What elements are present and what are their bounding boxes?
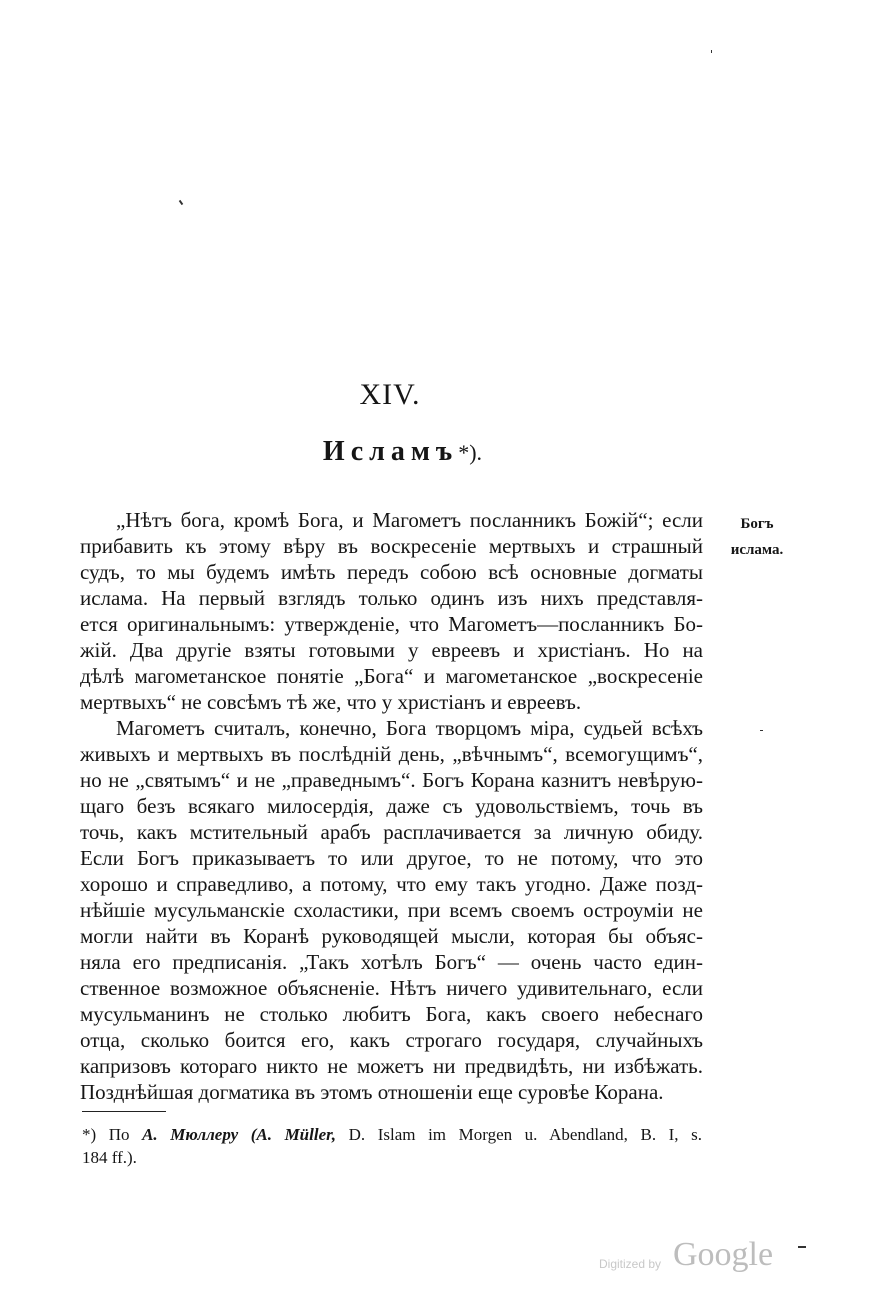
text-line: мертвыхъ“ не совсѣмъ тѣ же, что у христіанъ и евреевъ. bbox=[80, 690, 582, 714]
google-logo: Google bbox=[673, 1236, 774, 1273]
digitized-watermark bbox=[599, 1236, 799, 1276]
text-line: точь, какъ мстительный арабъ расплачивается за личную обиду. bbox=[80, 820, 703, 844]
footnote-source: D. Islam im Morgen u. Abendland, B. I, s. bbox=[336, 1125, 702, 1144]
text-line: судъ, то мы будемъ имѣть передъ собою всѣ основные догматы bbox=[80, 560, 703, 584]
footnote-divider bbox=[82, 1111, 166, 1112]
paragraph bbox=[80, 715, 703, 1105]
footnote-line: 184 ff.). bbox=[82, 1148, 137, 1167]
text-line: ислама. На первый взглядъ только одинъ изъ нихъ представля- bbox=[80, 586, 703, 610]
text-line: но не „святымъ“ и не „праведнымъ“. Богъ Корана казнитъ невѣрую- bbox=[80, 768, 703, 792]
watermark-small-text: Digitized by bbox=[599, 1257, 662, 1271]
margin-note bbox=[722, 511, 792, 563]
text-line: ственное возможное объясненіе. Нѣтъ ничего удивительнаго, если bbox=[80, 976, 703, 1000]
paragraph bbox=[80, 507, 703, 715]
text-line: няла его предписанія. „Такъ хотѣлъ Богъ“ — очень часто един- bbox=[80, 950, 703, 974]
text-line: ется оригинальнымъ: утвержденіе, что Магометъ—посланникъ Бо- bbox=[80, 612, 703, 636]
text-line: дѣлѣ магометанское понятіе „Бога“ и магометанское „воскресеніе bbox=[80, 664, 703, 688]
text-line: хорошо и справедливо, а потому, что ему такъ угодно. Даже позд- bbox=[80, 872, 703, 896]
footnote-line bbox=[82, 1123, 702, 1146]
text-line: отца, сколько боится его, какъ строгаго государя, случайныхъ bbox=[80, 1028, 703, 1052]
text-line: живыхъ и мертвыхъ въ послѣдній день, „вѣчнымъ“, всемогущимъ“, bbox=[80, 742, 703, 766]
text-line: капризовъ котораго никто не можетъ ни предвидѣть, ни избѣжать. bbox=[80, 1054, 703, 1078]
print-speck bbox=[760, 730, 763, 731]
footnote bbox=[82, 1123, 702, 1169]
text-line: Позднѣйшая догматика въ этомъ отношеніи еще суровѣе Корана. bbox=[80, 1080, 664, 1104]
text-line: могли найти въ Коранѣ руководящей мысли, которая бы объяс- bbox=[80, 924, 703, 948]
text-line: нѣйшіе мусульманскіе схоластики, при всемъ своемъ остроуміи не bbox=[80, 898, 703, 922]
text-line: жій. Два другіе взяты готовыми у евреевъ и христіанъ. Но на bbox=[80, 638, 703, 662]
chapter-title bbox=[0, 436, 805, 468]
text-line: Магометъ считалъ, конечно, Бога творцомъ міра, судьей всѣхъ bbox=[116, 716, 703, 740]
footnote-author: А. Мюллеру (А. Müller, bbox=[142, 1125, 337, 1144]
margin-note-line: ислама. bbox=[730, 542, 784, 558]
text-line: прибавить къ этому вѣру въ воскресеніе мертвыхъ и страшный bbox=[80, 534, 703, 558]
text-line: Если Богъ приказываетъ то или другое, то не потому, что это bbox=[80, 846, 703, 870]
footnote-marker: *). bbox=[458, 440, 483, 465]
print-speck bbox=[711, 50, 712, 53]
print-speck bbox=[798, 1246, 806, 1248]
chapter-number: XIV. bbox=[359, 378, 421, 411]
text-line: щаго безъ всякаго милосердія, даже съ удовольствіемъ, точь въ bbox=[80, 794, 703, 818]
text-line: мусульманинъ не столько любитъ Бога, какъ своего небеснаго bbox=[80, 1002, 703, 1026]
print-speck bbox=[179, 200, 184, 205]
body-text bbox=[80, 507, 703, 1105]
chapter-title-text: Исламъ bbox=[322, 436, 459, 467]
margin-note-line: Богъ bbox=[740, 516, 774, 532]
text-line: „Нѣтъ бога, кромѣ Бога, и Магометъ посланникъ Божій“; если bbox=[116, 508, 703, 532]
footnote-prefix: *) По bbox=[82, 1125, 143, 1144]
